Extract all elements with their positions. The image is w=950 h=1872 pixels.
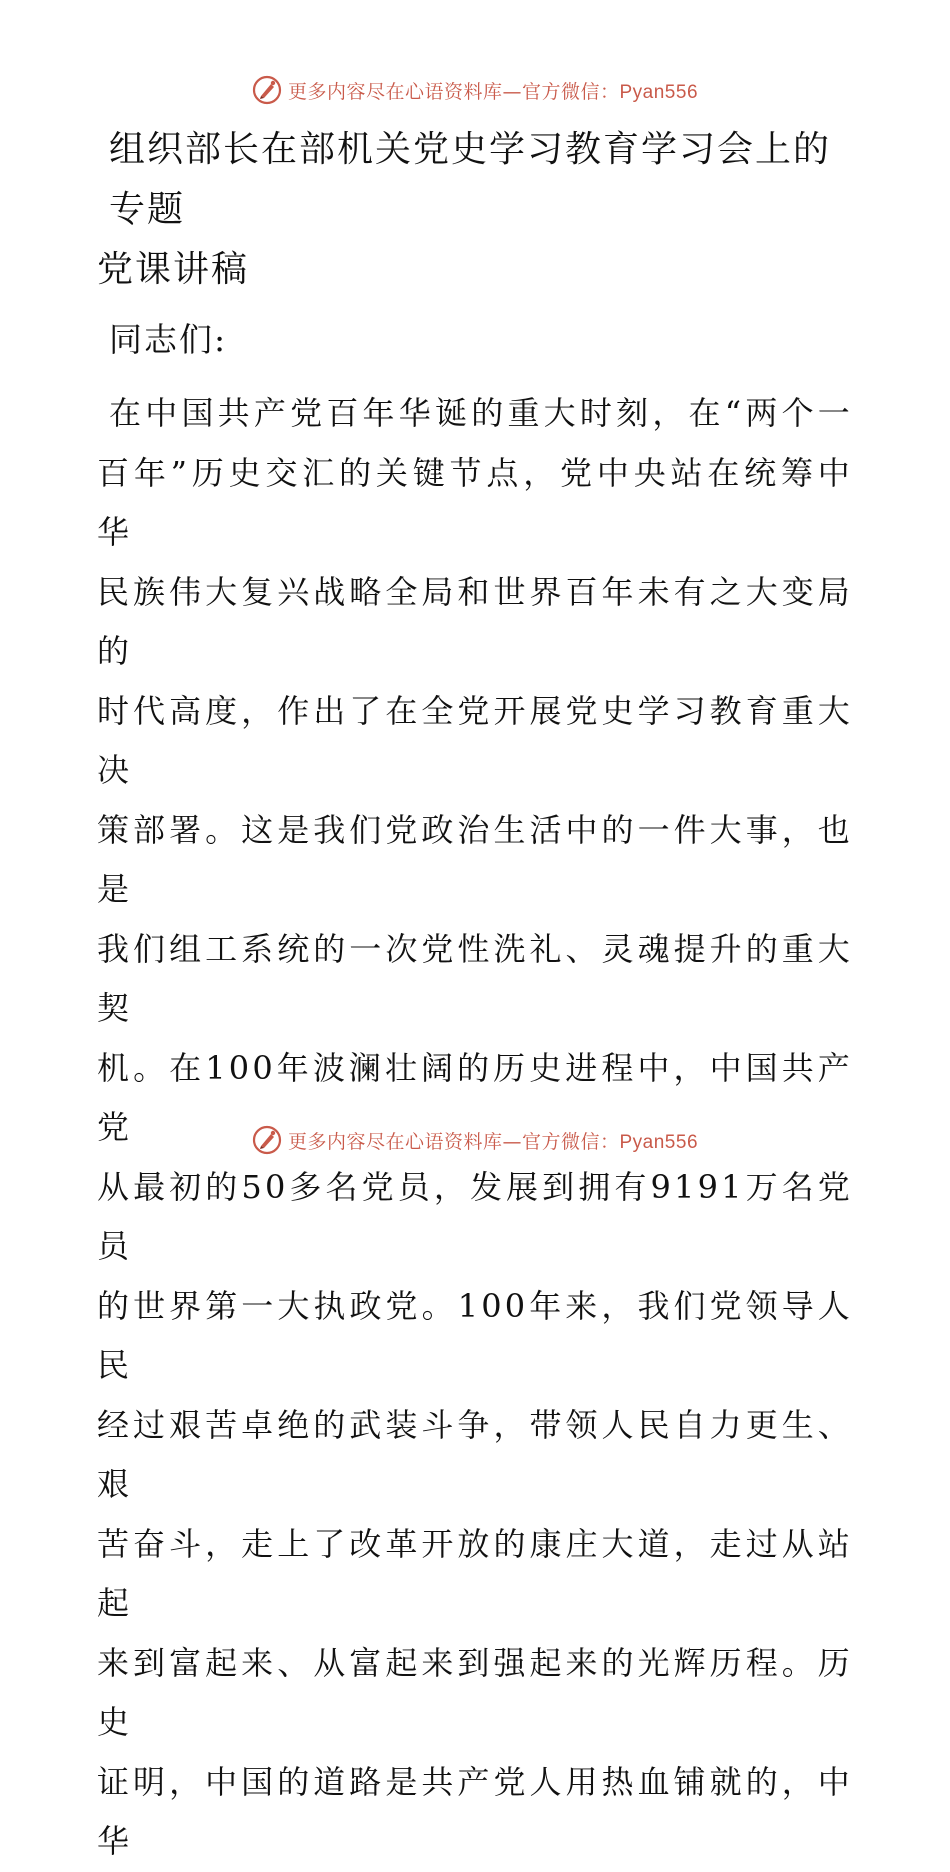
paragraph-line: 我们组工系统的一次党性洗礼、灵魂提升的重大契 — [97, 929, 853, 1027]
footer-wechat-id: Pyan556 — [619, 1131, 699, 1153]
title-line-2: 党课讲稿 — [97, 249, 250, 290]
footer-banner — [0, 1120, 950, 1160]
paragraph-line: 百年”历史交汇的关键节点，党中央站在统筹中华 — [97, 453, 853, 551]
document-title — [97, 120, 853, 300]
paragraph-line: 民族伟大复兴战略全局和世界百年未有之大变局的 — [97, 572, 853, 670]
paragraph-line: 从最初的50多名党员，发展到拥有9191万名党员 — [97, 1167, 853, 1265]
paragraph-line: 时代高度，作出了在全党开展党史学习教育重大决 — [97, 691, 853, 789]
paragraph-line: 苦奋斗，走上了改革开放的康庄大道，走过从站起 — [97, 1524, 853, 1622]
greeting: 同志们: — [109, 320, 228, 359]
paragraph-line: 来到富起来、从富起来到强起来的光辉历程。历史 — [97, 1643, 853, 1741]
header-banner — [0, 70, 950, 110]
paragraph-line: 的世界第一大执政党。100年来，我们党领导人民 — [97, 1286, 853, 1384]
header-banner-text: 更多内容尽在心语资料库—官方微信：Pyan556 — [287, 80, 699, 103]
paragraph-line: 策部署。这是我们党政治生活中的一件大事，也是 — [97, 810, 853, 908]
pen-logo-icon — [252, 75, 282, 105]
header-wechat-id: Pyan556 — [619, 81, 699, 103]
footer-banner-text: 更多内容尽在心语资料库—官方微信：Pyan556 — [287, 1130, 699, 1153]
title-line-1: 组织部长在部机关党史学习教育学习会上的专题 — [109, 129, 832, 230]
paragraph-line: 经过艰苦卓绝的武装斗争，带领人民自力更生、艰 — [97, 1405, 853, 1503]
paragraph-line: 机。在100年波澜壮阔的历史进程中，中国共产党 — [97, 1048, 853, 1146]
paragraph-line: 证明，中国的道路是共产党人用热血铺就的，中华 — [97, 1762, 853, 1860]
paragraph-line: 在中国共产党百年华诞的重大时刻，在“两个一 — [109, 394, 853, 432]
document-body — [97, 120, 853, 1872]
pen-logo-icon — [252, 1125, 282, 1155]
